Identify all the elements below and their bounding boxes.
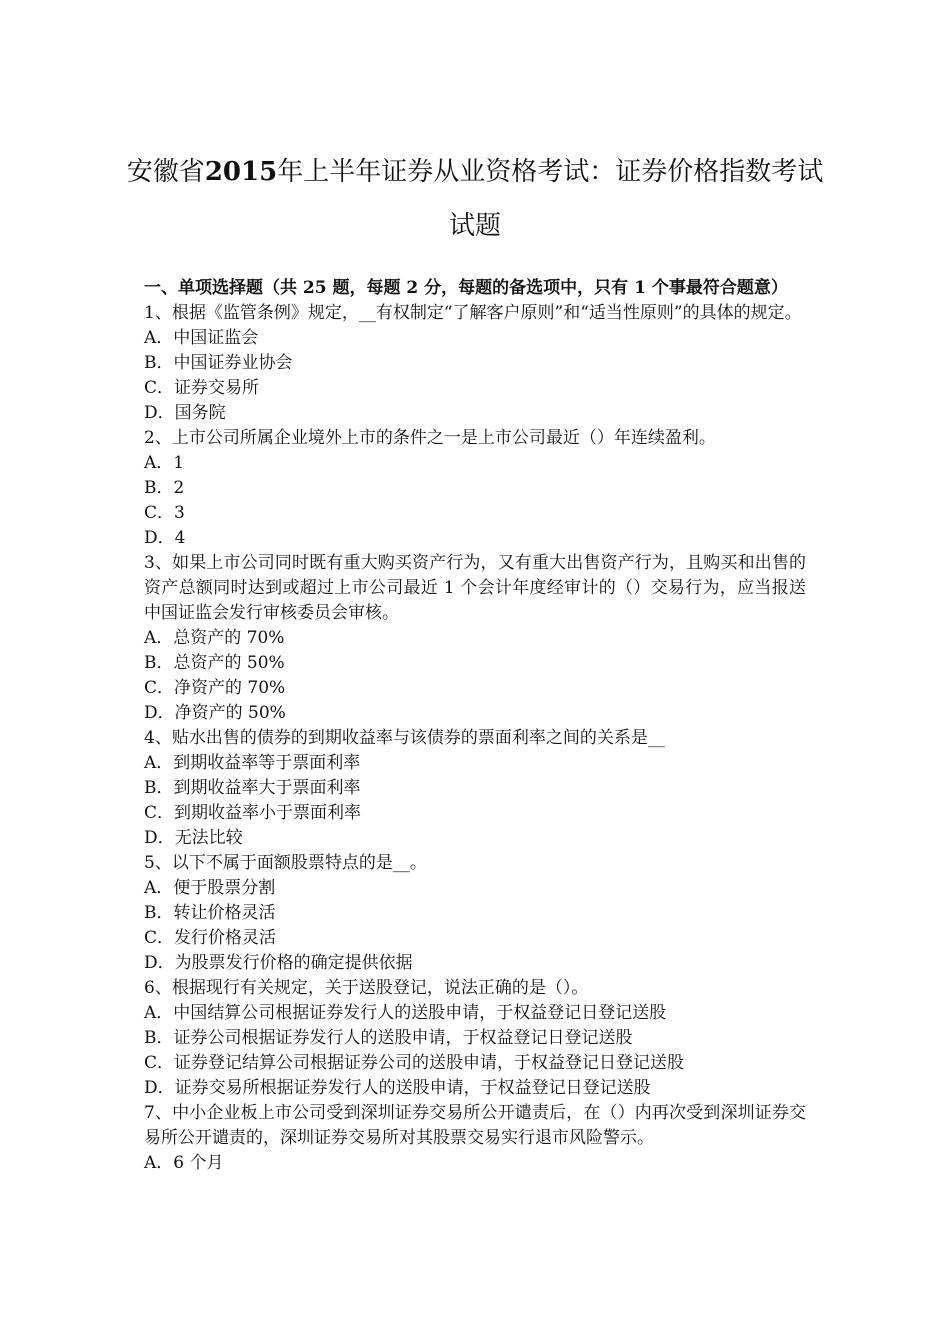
answer-option: D．4 <box>144 528 186 548</box>
title-prefix: 安徽省 <box>126 157 205 187</box>
answer-option: A．到期收益率等于票面利率 <box>144 753 361 773</box>
answer-option: B．2 <box>144 478 185 498</box>
question-list <box>144 301 806 1176</box>
title-rest: 年上半年证券从业资格考试：证券价格指数考试试题 <box>277 157 824 241</box>
answer-option: C．发行价格灵活 <box>144 928 277 948</box>
answer-option: D．无法比较 <box>144 828 243 848</box>
document-title <box>120 145 830 253</box>
answer-option: C．证券交易所 <box>144 378 260 398</box>
answer-option: D．证券交易所根据证券发行人的送股申请，于权益登记日登记送股 <box>144 1078 651 1098</box>
answer-option: A．1 <box>144 453 185 473</box>
answer-option: B．转让价格灵活 <box>144 903 276 923</box>
answer-option: C．证券登记结算公司根据证券公司的送股申请，于权益登记日登记送股 <box>144 1053 685 1073</box>
question-stem: 6、根据现行有关规定，关于送股登记，说法正确的是（）。 <box>144 978 589 998</box>
title-year: 2015 <box>204 157 278 187</box>
question-stem: 4、贴水出售的债券的到期收益率与该债券的票面利率之间的关系是__ <box>144 728 665 748</box>
answer-option: A．便于股票分割 <box>144 878 276 898</box>
question-stem: 2、上市公司所属企业境外上市的条件之一是上市公司最近（）年连续盈利。 <box>144 428 716 448</box>
question-item <box>144 1101 806 1176</box>
answer-option: C．到期收益率小于票面利率 <box>144 803 362 823</box>
answer-option: B．总资产的 50% <box>144 653 285 673</box>
answer-option: A．总资产的 70% <box>144 628 285 648</box>
answer-option: B．到期收益率大于票面利率 <box>144 778 361 798</box>
question-item <box>144 426 806 551</box>
question-stem: 7、中小企业板上市公司受到深圳证券交易所公开谴责后，在（）内再次受到深圳证券交易所公开谴责的，深圳证券交易所对其股票交易实行退市风险警示。 <box>144 1103 806 1148</box>
question-stem: 3、如果上市公司同时既有重大购买资产行为，又有重大出售资产行为，且购买和出售的资产总额同时达到或超过上市公司最近 1 个会计年度经审计的（）交易行为，应当报送中国证监会发行审核委员会审核。 <box>144 553 806 623</box>
section-heading: 一、单项选择题（共 25 题，每题 2 分，每题的备选项中，只有 1 个事最符合题意） <box>144 278 788 298</box>
question-stem: 5、以下不属于面额股票特点的是__。 <box>144 853 427 873</box>
document-body <box>144 276 806 1176</box>
answer-option: A．6 个月 <box>144 1153 224 1173</box>
question-item <box>144 551 806 726</box>
answer-option: A．中国证监会 <box>144 328 259 348</box>
question-item <box>144 726 806 851</box>
question-item <box>144 851 806 976</box>
answer-option: C．净资产的 70% <box>144 678 286 698</box>
answer-option: D．国务院 <box>144 403 226 423</box>
answer-option: C．3 <box>144 503 185 523</box>
answer-option: A．中国结算公司根据证券发行人的送股申请，于权益登记日登记送股 <box>144 1003 667 1023</box>
answer-option: D．为股票发行价格的确定提供依据 <box>144 953 413 973</box>
question-stem: 1、根据《监管条例》规定，__有权制定“了解客户原则”和“适当性原则”的具体的规定。 <box>144 303 802 323</box>
question-item <box>144 301 806 426</box>
answer-option: B．证券公司根据证券发行人的送股申请，于权益登记日登记送股 <box>144 1028 633 1048</box>
answer-option: B．中国证券业协会 <box>144 353 293 373</box>
question-item <box>144 976 806 1101</box>
answer-option: D．净资产的 50% <box>144 703 286 723</box>
